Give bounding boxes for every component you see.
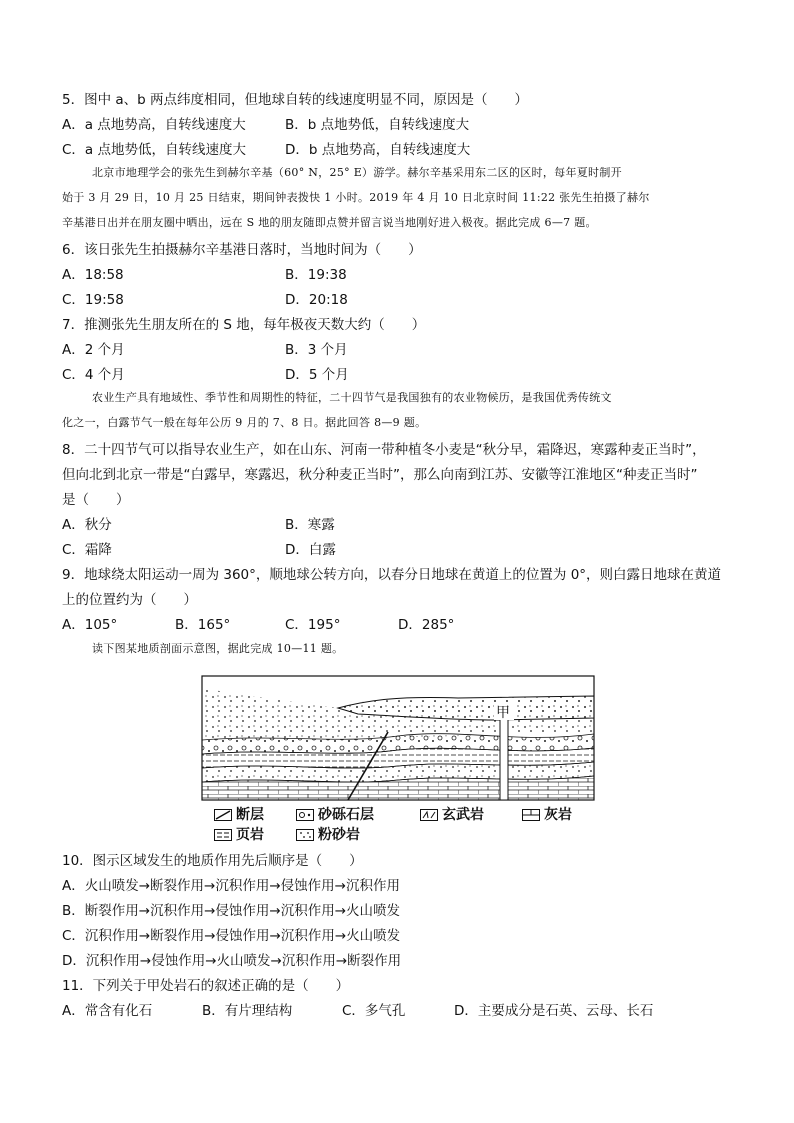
q9-option-d: D．285° xyxy=(398,617,455,633)
q11-option-a: A．常含有化石 xyxy=(62,1003,153,1019)
material3: 读下图某地质剖面示意图，据此完成 10—11 题。 xyxy=(92,642,344,655)
legend-label-siltstone: 粉砂岩 xyxy=(318,827,360,843)
q8-stem-line3: 是（ ） xyxy=(62,492,130,508)
q10-option-b: B．断裂作用→沉积作用→侵蚀作用→沉积作用→火山喷发 xyxy=(62,903,401,919)
legend-gravel xyxy=(296,806,374,824)
legend-label-fault: 断层 xyxy=(236,807,264,823)
q8-option-d: D．白露 xyxy=(285,542,336,558)
legend-label-basalt: 玄武岩 xyxy=(442,807,484,823)
material1-line1: 北京市地理学会的张先生到赫尔辛基（60° N，25° E）游学。赫尔辛基采用东二区的区时，每年夏时制开 xyxy=(92,166,622,179)
material1-line2: 始于 3 月 29 日，10 月 25 日结束，期间钟表拨快 1 小时。2019 年 4 月 10 日北京时间 11:22 张先生拍摄了赫尔 xyxy=(62,191,650,204)
q11-option-c: C．多气孔 xyxy=(342,1003,406,1019)
q10-option-c: C．沉积作用→断裂作用→侵蚀作用→沉积作用→火山喷发 xyxy=(62,928,401,944)
q8-stem-line1: 8．二十四节气可以指导农业生产，如在山东、河南一带种植冬小麦是“秋分早，霜降迟，寒露种麦正当时”， xyxy=(62,442,706,458)
gravel-symbol-icon xyxy=(296,809,314,821)
q9-option-c: C．195° xyxy=(285,617,341,633)
q5-stem: 5．图中 a、b 两点纬度相同，但地球自转的线速度明显不同，原因是（ ） xyxy=(62,92,529,108)
legend-label-shale: 页岩 xyxy=(236,827,264,843)
legend-label-limestone: 灰岩 xyxy=(544,807,572,823)
q7-option-d: D．5 个月 xyxy=(285,367,349,383)
q10-stem: 10．图示区域发生的地质作用先后顺序是（ ） xyxy=(62,853,363,869)
siltstone-symbol-icon xyxy=(296,829,314,841)
basalt-symbol-icon xyxy=(420,809,438,821)
q5-option-c: C．a 点地势低，自转线速度大 xyxy=(62,142,246,158)
q9-option-b: B．165° xyxy=(175,617,231,633)
q5-option-b: B．b 点地势低，自转线速度大 xyxy=(285,117,470,133)
q7-option-a: A．2 个月 xyxy=(62,342,125,358)
legend-basalt xyxy=(420,806,484,824)
q9-stem-line1: 9．地球绕太阳运动一周为 360°，顺地球公转方向，以春分日地球在黄道上的位置为 0°，则白露日地球在黄道 xyxy=(62,567,722,583)
q11-stem: 11．下列关于甲处岩石的叙述正确的是（ ） xyxy=(62,978,350,994)
q10-option-d: D．沉积作用→侵蚀作用→火山喷发→沉积作用→断裂作用 xyxy=(62,953,402,969)
q8-stem-line2: 但向北到北京一带是“白露早，寒露迟，秋分种麦正当时”，那么向南到江苏、安徽等江淮地区“种麦正当时” xyxy=(62,467,698,483)
q9-stem-line2: 上的位置约为（ ） xyxy=(62,592,197,608)
q6-stem: 6．该日张先生拍摄赫尔辛基港日落时，当地时间为（ ） xyxy=(62,242,422,258)
q5-option-a: A．a 点地势高，自转线速度大 xyxy=(62,117,246,133)
legend-shale xyxy=(214,826,264,844)
material2-line1: 农业生产具有地域性、季节性和周期性的特征，二十四节气是我国独有的农业物候历，是我国优秀传统文 xyxy=(92,391,612,404)
q6-option-c: C．19:58 xyxy=(62,292,124,308)
q5-option-d: D．b 点地势高，自转线速度大 xyxy=(285,142,471,158)
q7-option-b: B．3 个月 xyxy=(285,342,348,358)
geologic-cross-section xyxy=(198,674,598,804)
q7-stem: 7．推测张先生朋友所在的 S 地，每年极夜天数大约（ ） xyxy=(62,317,426,333)
material1-line3: 辛基港日出并在朋友圈中晒出，远在 S 地的朋友随即点赞并留言说当地刚好进入极夜。据此完成 6—7 题。 xyxy=(62,216,597,229)
shale-symbol-icon xyxy=(214,829,232,841)
q7-option-c: C．4 个月 xyxy=(62,367,125,383)
q6-option-a: A．18:58 xyxy=(62,267,124,283)
cross-section-diagram xyxy=(198,674,598,804)
q8-option-b: B．寒露 xyxy=(285,517,335,533)
q10-option-a: A．火山喷发→断裂作用→沉积作用→侵蚀作用→沉积作用 xyxy=(62,878,400,894)
q8-option-a: A．秋分 xyxy=(62,517,112,533)
q6-option-d: D．20:18 xyxy=(285,292,348,308)
q9-option-a: A．105° xyxy=(62,617,118,633)
fault-symbol-icon xyxy=(214,809,232,821)
material2-line2: 化之一，白露节气一般在每年公历 9 月的 7、8 日。据此回答 8—9 题。 xyxy=(62,416,427,429)
q11-option-d: D．主要成分是石英、云母、长石 xyxy=(454,1003,654,1019)
q11-option-b: B．有片理结构 xyxy=(202,1003,293,1019)
limestone-symbol-icon xyxy=(522,809,540,821)
legend-limestone xyxy=(522,806,572,824)
legend-fault xyxy=(214,806,264,824)
label-jia: 甲 xyxy=(496,705,510,721)
q8-option-c: C．霜降 xyxy=(62,542,112,558)
legend-siltstone xyxy=(296,826,360,844)
legend-label-gravel: 砂砾石层 xyxy=(318,807,374,823)
q6-option-b: B．19:38 xyxy=(285,267,347,283)
